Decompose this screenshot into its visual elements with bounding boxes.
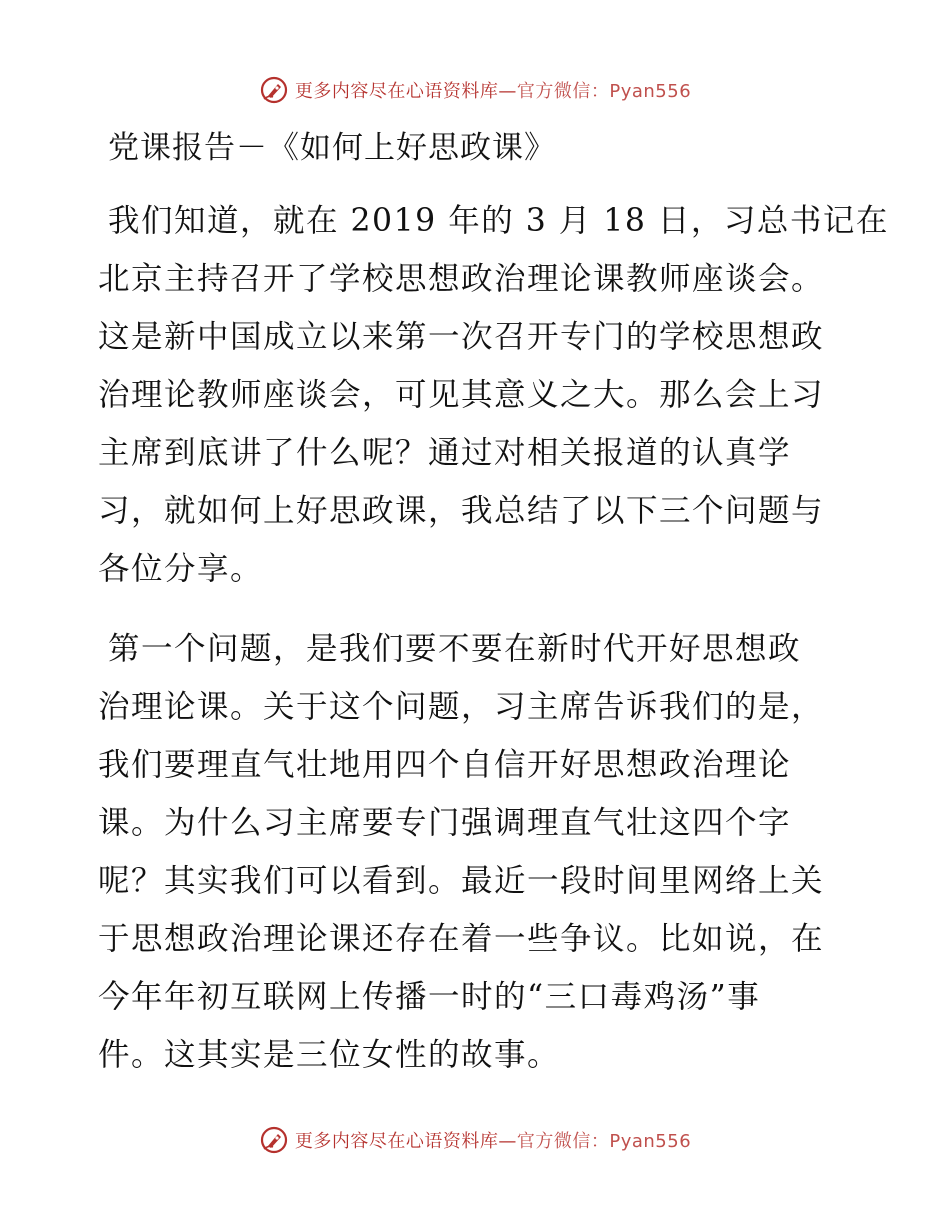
document-title: 党课报告－《如何上好思政课》 [108,130,556,166]
paragraph-line: 我们知道，就在 2019 年的 3 月 18 日，习总书记在 [108,203,889,239]
pen-nib-logo-icon [259,75,289,105]
watermark-dash: — [498,81,517,102]
watermark-contact-text: 官方微信：Pyan556 [516,1131,692,1152]
footer-watermark [0,1122,950,1158]
paragraph-line: 于思想政治理论课还存在着一些争议。比如说，在 [98,921,825,957]
watermark-main-text: 更多内容尽在心语资料库 [294,81,499,102]
paragraph-line: 课。为什么习主席要专门强调理直气壮这四个字 [98,805,792,841]
paragraph-line: 今年年初互联网上传播一时的“三口毒鸡汤”事 [98,979,761,1015]
watermark-main-text: 更多内容尽在心语资料库 [294,1131,499,1152]
paragraph-line: 主席到底讲了什么呢？通过对相关报道的认真学 [98,435,792,471]
paragraph-line: 件。这其实是三位女性的故事。 [98,1037,561,1073]
paragraph-line: 习，就如何上好思政课，我总结了以下三个问题与 [98,493,825,529]
watermark-text [295,77,691,103]
watermark-contact-text: 官方微信：Pyan556 [516,81,692,102]
paragraph-line: 北京主持召开了学校思想政治理论课教师座谈会。 [98,261,825,297]
paragraph-line: 我们要理直气壮地用四个自信开好思想政治理论 [98,747,792,783]
paragraph-line: 呢？其实我们可以看到。最近一段时间里网络上关 [98,863,825,899]
paragraph-line: 治理论教师座谈会，可见其意义之大。那么会上习 [98,377,825,413]
paragraph-1 [98,192,889,598]
document-body [98,118,889,1084]
pen-nib-logo-icon [259,1125,289,1155]
watermark-text [295,1127,691,1153]
watermark-dash: — [498,1131,517,1152]
paragraph-line: 各位分享。 [98,551,264,587]
header-watermark [0,72,950,108]
paragraph-line: 治理论课。关于这个问题，习主席告诉我们的是， [98,689,825,725]
paragraph-line: 这是新中国成立以来第一次召开专门的学校思想政 [98,319,825,355]
paragraph-2 [98,620,858,1084]
paragraph-line: 第一个问题，是我们要不要在新时代开好思想政 [108,631,802,667]
